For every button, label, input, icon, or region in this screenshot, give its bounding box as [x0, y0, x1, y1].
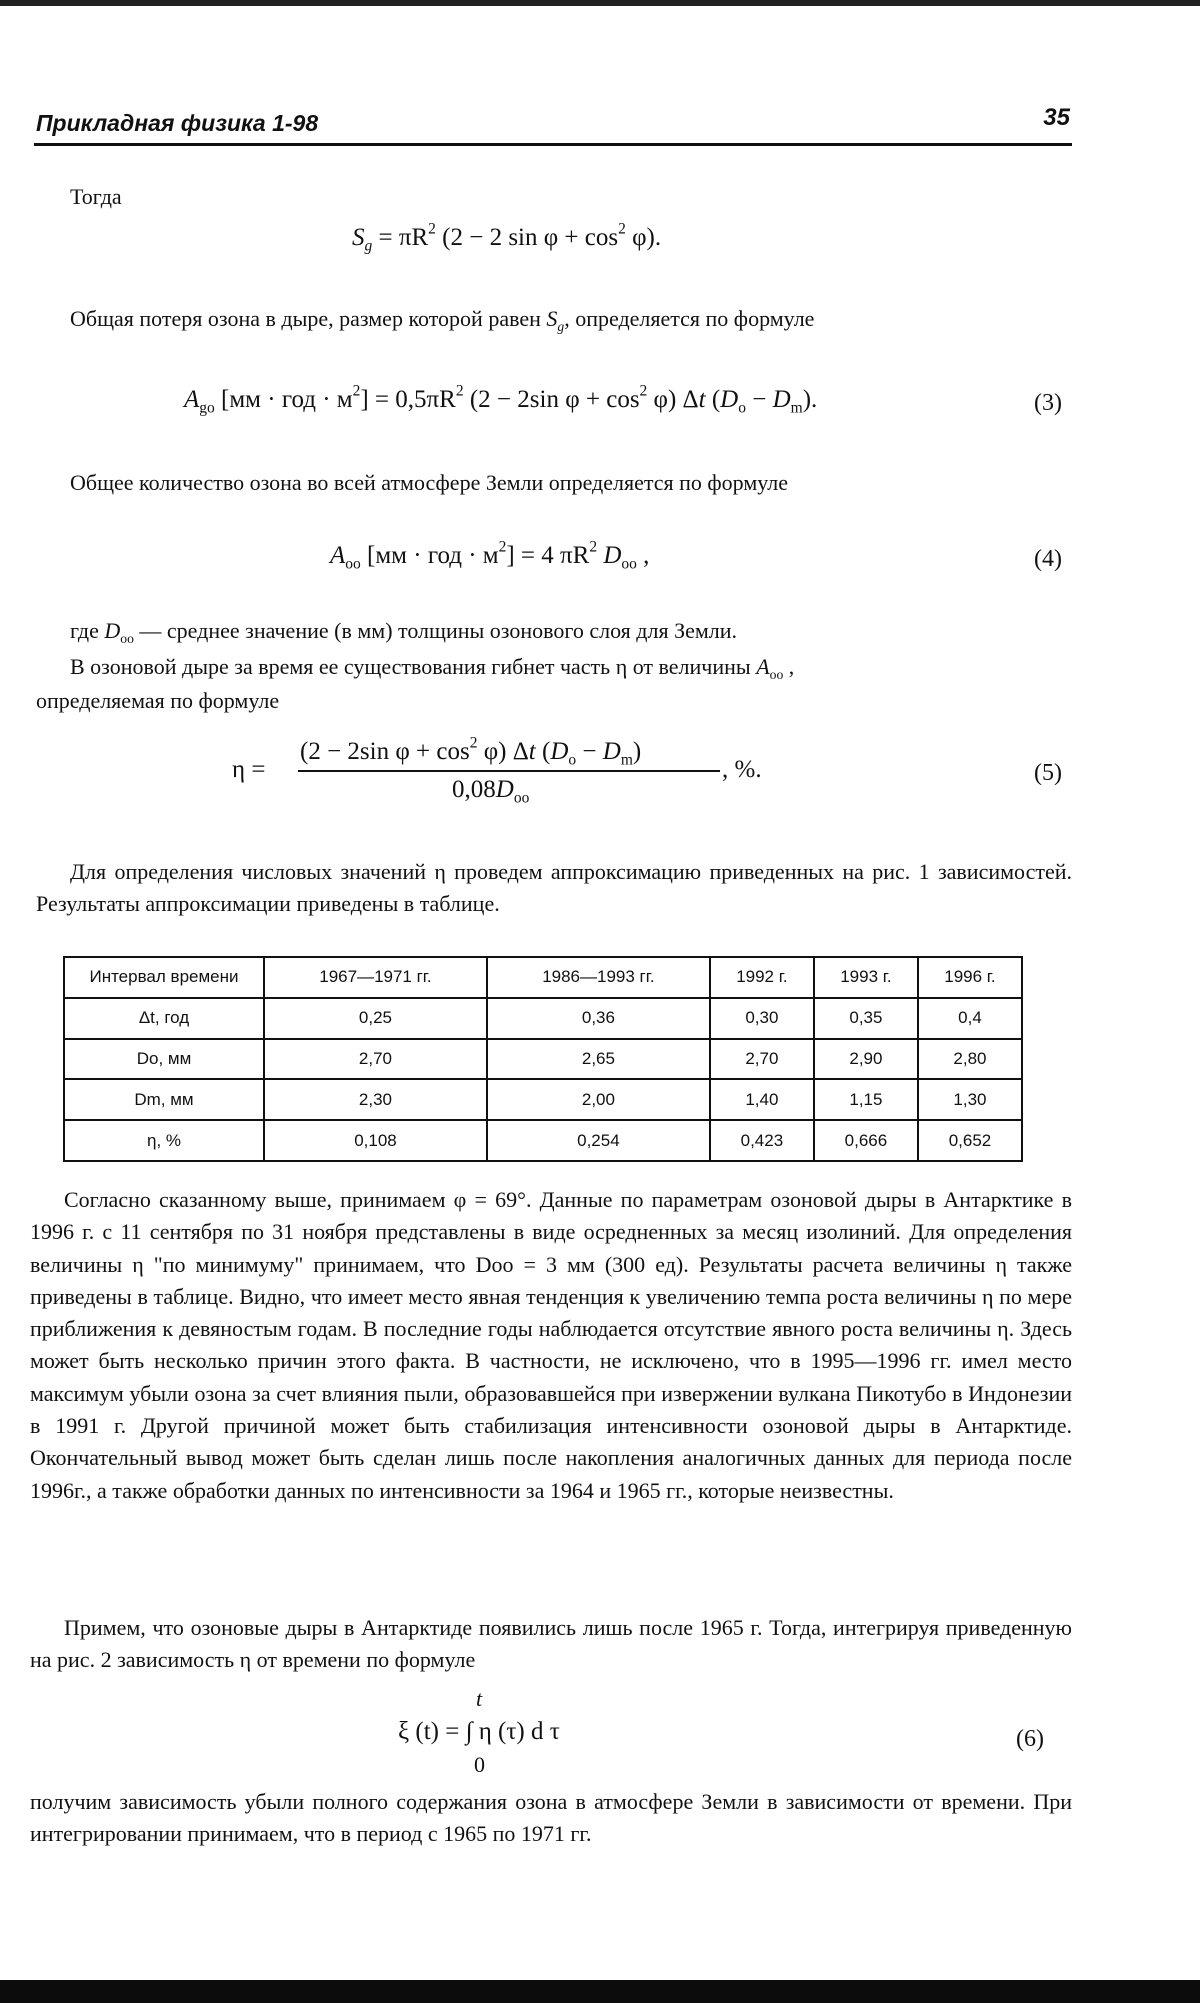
equation-5-unit: , %. — [722, 756, 762, 783]
paragraph-ozone-loss: Общая потеря озона в дыре, размер которой равен $S_g$, определяется по формуле — [70, 306, 815, 334]
table-row-label: Dm, мм — [64, 1079, 264, 1120]
paragraph-approximation: Для определения числовых значений η проведем аппроксимацию приведенных на рис. 1 зависимостей. Результаты аппроксимации приведены в таблице. — [36, 859, 1072, 917]
table-cell: 0,423 — [710, 1120, 814, 1161]
table-cell: 2,00 — [487, 1079, 710, 1120]
equation-5-denominator: $0,08D_{oo}$ — [452, 776, 530, 807]
table-row — [64, 1039, 1022, 1080]
equation-4: $A_{oo}$ [мм · год · $м^2] = 4$ $\pi R^2$ $D_{oo}$ , — [330, 538, 650, 573]
table-cell: 0,30 — [710, 998, 814, 1039]
table-cell: 2,90 — [814, 1039, 918, 1080]
paragraph-total-ozone: Общее количество озона во всей атмосфере Земли определяется по формуле — [70, 470, 789, 495]
table-cell: 2,80 — [918, 1039, 1022, 1080]
table-header-cell: Интервал времени — [64, 957, 264, 998]
header-rule — [34, 143, 1072, 146]
table-cell: 1,30 — [918, 1079, 1022, 1120]
table-header-row — [64, 957, 1022, 998]
table-header-cell: 1992 г. — [710, 957, 814, 998]
table-cell: 0,25 — [264, 998, 487, 1039]
table-row-label: Dо, мм — [64, 1039, 264, 1080]
table-cell: 2,65 — [487, 1039, 710, 1080]
table-cell: 1,40 — [710, 1079, 814, 1120]
table-cell: 2,30 — [264, 1079, 487, 1120]
paragraph-eta-intro: В озоновой дыре за время ее существования гибнет часть η от величины $A_{oo}$ , — [70, 654, 795, 682]
table-cell: 0,35 — [814, 998, 918, 1039]
table-cell: 0,254 — [487, 1120, 710, 1161]
page-number: 35 — [1043, 104, 1070, 131]
table-cell: 0,108 — [264, 1120, 487, 1161]
table-row-label: Δt, год — [64, 998, 264, 1039]
paragraph-discussion: Согласно сказанному выше, принимаем φ = 69°. Данные по параметрам озоновой дыры в Антарктике в 1996 г. с 11 сентября по 31 ноября представлены в виде осредненных за месяц изолиний. Для определения величины η "по минимуму" принимаем, что Dоо = 3 мм (300 ед). Результаты расчета величины η также приведены в таблице. Видно, что имеет место явная тенденция к увеличению темпа роста величины η по мере приближения к девяностым годам. В последние годы наблюдается отсутствие явного роста величины η. Здесь может быть несколько причин этого факта. В частности, не исключено, что в 1995—1996 гг. имел место максимум убыли озона за счет влияния пыли, образовавшейся при извержении вулкана Пикотубо в Индонезии в 1991 г. Другой причиной может быть стабилизация интенсивности озоновой дыры в Антарктиде. Окончательный вывод может быть сделан лишь после накопления аналогичных данных для периода после 1996г., а также обработки данных по интенсивности за 1964 и 1965 гг., которые неизвестны. — [30, 1187, 1072, 1503]
table-cell: 0,36 — [487, 998, 710, 1039]
equation-3-number: (3) — [1034, 390, 1062, 416]
results-table — [63, 956, 1023, 1162]
equation-6: ξ (t) = ∫ η (τ) d τ — [398, 1718, 560, 1745]
page-top-edge — [0, 0, 1200, 6]
paragraph-togda: Тогда — [70, 184, 122, 209]
integral-lower-limit: 0 — [474, 1752, 485, 1777]
table-row — [64, 1120, 1022, 1161]
table-row-label: η, % — [64, 1120, 264, 1161]
table-row — [64, 1079, 1022, 1120]
table-cell: 0,652 — [918, 1120, 1022, 1161]
paragraph-final: получим зависимость убыли полного содержания озона в атмосфере Земли в зависимости от времени. При интегрировании принимаем, что в период с 1965 по 1971 гг. — [30, 1789, 1072, 1847]
table-header-cell: 1967—1971 гг. — [264, 957, 487, 998]
table-row — [64, 998, 1022, 1039]
equation-5-fraction-bar — [298, 770, 720, 772]
table-header-cell: 1993 г. — [814, 957, 918, 998]
equation-6-number: (6) — [1016, 1726, 1044, 1752]
table-cell: 2,70 — [710, 1039, 814, 1080]
table-cell: 0,4 — [918, 998, 1022, 1039]
page-bottom-edge — [0, 1980, 1200, 2003]
equation-4-number: (4) — [1034, 546, 1062, 572]
running-header-journal: Прикладная физика 1-98 — [36, 110, 319, 136]
integral-upper-limit: t — [476, 1686, 483, 1711]
paragraph-where-doo: где $D_{oo}$ — среднее значение (в мм) толщины озонового слоя для Земли. — [70, 618, 738, 646]
table-cell: 2,70 — [264, 1039, 487, 1080]
equation-5-numerator: (2 − 2sin $\varphi + \cos^2 \varphi$) Δt $(D_o - D_m)$ — [300, 734, 642, 769]
equation-sg: $S_g = \pi R^2$ (2 − 2 $\sin \varphi + \cos^2 \varphi$). — [352, 220, 662, 255]
equation-5-number: (5) — [1034, 760, 1062, 786]
table-header-cell: 1986—1993 гг. — [487, 957, 710, 998]
table-cell: 1,15 — [814, 1079, 918, 1120]
equation-3: $A_{go}$ [мм · год · $м^2] = 0,5\pi R^2$ (2 − 2sin $\varphi + \cos^2 \varphi$) Δt $(D_o - D_m)$. — [184, 382, 818, 417]
table-header-cell: 1996 г. — [918, 957, 1022, 998]
equation-5-lhs: η = — [232, 756, 266, 783]
paragraph-eta-defined: определяемая по формуле — [36, 688, 280, 713]
paragraph-assumption: Примем, что озоновые дыры в Антарктиде появились лишь после 1965 г. Тогда, интегрируя приведенную на рис. 2 зависимость η от времени по формуле — [30, 1615, 1072, 1673]
table-cell: 0,666 — [814, 1120, 918, 1161]
